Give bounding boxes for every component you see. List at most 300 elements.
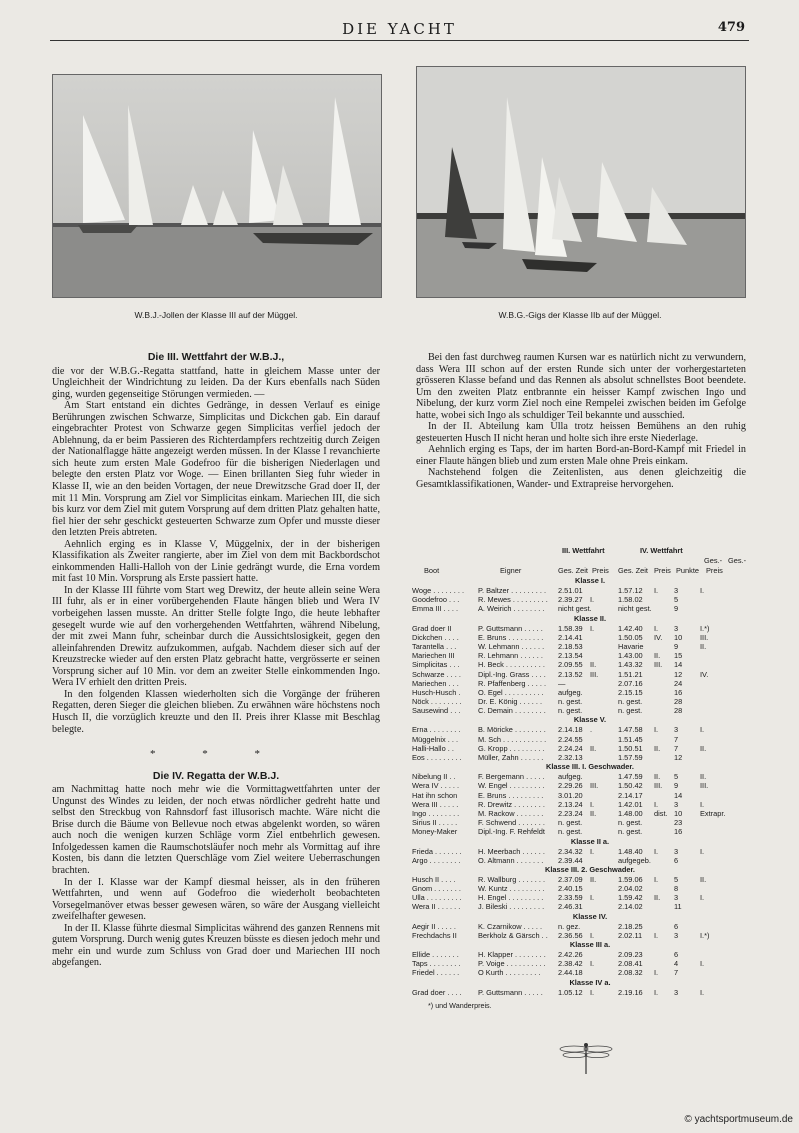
table-cell: I.*) — [700, 623, 710, 633]
table-cell: 1.05.12 — [558, 987, 583, 997]
table-header-races — [412, 546, 768, 556]
table-cell: Nibelung II . . — [412, 772, 456, 782]
paragraph: Am Start entstand ein dichtes Gedränge, in dessen Verlauf es einige Berührungen zwischen Schwarze, Simplicitas und Dickchen gab. Ein darauf eingebrachter Protest von Schwarze gegen Simplicitas verfiel jedoch der Ablehnung, da er beim Passieren des Richterdampfers rechtzeitig durch Zeigen der Nationalflagge hätte angezeigt werden müssen. In der Klasse I revanchierte sich heute zum ersten Male Godefroo für die bisherigen Niederlagen und belegte den ersten Platz vor Woge. — Einen brillanten Sieg fuhr wieder in Klasse II, wie an den beiden Vortagen, der neue Drewitzsche Grad doer II, der mit 11 Min. Vorsprung am Ziel vor Simplicitas einkam. Mariechen III, die sich bis kurz vor dem Ziel mit gutem Vorsprung auf dem dritten Platz gehalten hatte, fiel hier der sehr geschickt gesteuerten Schwarze zum Opfer und musste dieser den letzten Preis abtreten. — [52, 400, 380, 539]
table-cell: n. gest. — [618, 706, 643, 716]
header-ges-2: Ges.- — [728, 556, 747, 565]
photo-gigs — [416, 66, 746, 298]
table-cell: Nöck . . . . . . . . — [412, 697, 462, 707]
table-cell: II. — [654, 772, 661, 782]
table-cell: Mariechen . . . — [412, 678, 459, 688]
table-cell: 2.39.44 — [558, 855, 583, 865]
table-row — [412, 586, 768, 595]
left-column — [52, 352, 380, 969]
table-row — [412, 735, 768, 744]
table-cell: 2.23.24 — [558, 808, 583, 818]
table-cell: I.*) — [700, 930, 710, 940]
table-cell: Schwarze . . . . — [412, 669, 461, 679]
table-row — [412, 688, 768, 697]
table-cell: Ellide . . . . . . . — [412, 950, 459, 959]
table-cell: F. Schwend . . . . . . . — [478, 818, 545, 828]
table-cell: I. — [700, 959, 705, 969]
table-cell: n. gest. — [558, 818, 583, 828]
table-cell: 2.07.16 — [618, 678, 643, 688]
table-cell: 2.39.27 — [558, 595, 583, 605]
table-cell: nicht gest. — [618, 604, 652, 614]
class-label: Klasse III. 2. Geschwader. — [545, 864, 635, 874]
table-cell: II. — [590, 808, 597, 818]
table-cell: I. — [700, 799, 705, 809]
table-cell: 2.15.15 — [618, 687, 643, 697]
table-cell: R. Pfaffenberg . . . . . — [478, 678, 547, 688]
table-cell: I. — [590, 846, 595, 856]
table-cell: 2.42.26 — [558, 950, 583, 959]
table-cell: 1.58.02 — [618, 595, 643, 605]
table-cell: II. — [590, 660, 597, 670]
table-cell: Müggelnix . . . — [412, 734, 459, 744]
dragonfly-ornament-icon — [556, 1040, 616, 1076]
table-cell: I. — [654, 987, 659, 997]
table-cell: 2.18.25 — [618, 921, 643, 931]
table-cell: I. — [700, 846, 705, 856]
table-cell: W. Lehmann . . . . . . — [478, 641, 545, 651]
table-cell: Tarantella . . . — [412, 641, 457, 651]
table-cell: 2.37.09 — [558, 874, 583, 884]
section-divider-stars: * * * — [150, 748, 282, 761]
table-cell: I. — [590, 623, 595, 633]
table-cell: n. gest. — [558, 827, 583, 837]
table-cell: 2.13.52 — [558, 669, 583, 679]
table-cell: II. — [654, 743, 661, 753]
table-cell: 16 — [674, 827, 683, 837]
magazine-title: DIE YACHT — [342, 20, 457, 38]
table-row — [412, 809, 768, 818]
table-cell: III. — [700, 781, 709, 791]
section-heading-iii-wettfahrt: Die III. Wettfahrt der W.B.J., — [147, 351, 285, 363]
table-cell: 7 — [674, 743, 679, 753]
table-cell: 1.50.42 — [618, 781, 643, 791]
table-cell: III. — [654, 660, 663, 670]
table-cell: aufgegeb. — [618, 855, 651, 865]
table-cell: 16 — [674, 687, 683, 697]
table-cell: E. Bruns . . . . . . . . . — [478, 790, 544, 800]
table-cell: Gnom . . . . . . . — [412, 884, 461, 894]
table-cell: P. Guttsmann . . . . . — [478, 987, 543, 997]
photo-caption-1: W.B.J.-Jollen der Klasse III auf der Müggel. — [134, 310, 298, 320]
table-row — [412, 968, 768, 977]
table-cell: 2.34.32 — [558, 846, 583, 856]
table-cell: P. Guttsmann . . . . . — [478, 623, 543, 633]
table-row — [412, 651, 768, 660]
table-cell: 2.14.17 — [618, 790, 643, 800]
table-cell: 2.24.55 — [558, 734, 583, 744]
table-cell: 3 — [674, 930, 679, 940]
table-row — [412, 781, 768, 790]
table-cell: 3 — [674, 987, 679, 997]
table-cell: P. Voige . . . . . . . . . . — [478, 959, 546, 969]
table-cell: — — [558, 678, 566, 688]
table-cell: 10 — [674, 632, 683, 642]
table-cell: n. gez. — [558, 921, 581, 931]
table-header-ges — [412, 556, 768, 566]
paragraph: In der II. Abteilung kam Ulla trotz heissen Bemühens an den ruhig gesteuerten Husch II nicht heran und holte sich ihre erste Niederlage. — [416, 421, 746, 444]
table-cell: 3.01.20 — [558, 790, 583, 800]
table-cell: Eos . . . . . . . . . — [412, 753, 462, 762]
table-cell: 2.44.18 — [558, 968, 583, 978]
table-cell: O. Altmann . . . . . . . — [478, 855, 544, 865]
table-cell: 6 — [674, 855, 679, 865]
table-cell: 3 — [674, 586, 679, 595]
table-cell: 5 — [674, 772, 679, 782]
table-cell: 28 — [674, 706, 683, 716]
table-row — [412, 893, 768, 902]
table-cell: M. Sch . . . . . . . . . . . — [478, 734, 547, 744]
table-cell: Wera II . . . . . . — [412, 902, 461, 912]
table-cell: 2.29.26 — [558, 781, 583, 791]
table-row — [412, 791, 768, 800]
table-cell: III. — [590, 781, 599, 791]
table-cell: 2.08.32 — [618, 968, 643, 978]
results-table — [412, 546, 768, 1010]
table-cell: 1.57.12 — [618, 586, 643, 595]
table-cell: Argo . . . . . . . . — [412, 855, 461, 865]
table-row — [412, 902, 768, 911]
table-row — [412, 725, 768, 734]
class-label: Klasse I. — [575, 576, 605, 585]
table-cell: Goodefroo . . . — [412, 595, 460, 605]
table-cell: 1.48.40 — [618, 846, 643, 856]
table-cell: R. Drewitz . . . . . . . . — [478, 799, 545, 809]
table-cell: 1.48.00 — [618, 808, 643, 818]
table-row — [412, 604, 768, 613]
table-cell: G. Kropp . . . . . . . . . — [478, 743, 545, 753]
table-cell: 2.02.11 — [618, 930, 643, 940]
table-cell: Aegir II . . . . . — [412, 921, 456, 931]
table-cell: 1.51.45 — [618, 734, 643, 744]
class-label: Klasse II a. — [570, 836, 610, 846]
table-row — [412, 922, 768, 931]
table-cell: 2.40.15 — [558, 884, 583, 894]
table-row — [412, 847, 768, 856]
table-cell: Frechdachs II — [412, 930, 457, 940]
table-cell: Woge . . . . . . . . — [412, 586, 465, 595]
table-cell: 12 — [674, 753, 683, 762]
table-cell: Ingo . . . . . . . . — [412, 808, 460, 818]
table-cell: Dipl.-Ing. Grass . . . . — [478, 669, 546, 679]
table-header-columns — [412, 566, 768, 576]
photo-jollen — [52, 74, 382, 298]
table-cell: I. — [654, 846, 659, 856]
table-cell: III. — [700, 632, 709, 642]
table-row — [412, 772, 768, 781]
table-cell: II. — [700, 641, 707, 651]
table-cell: 1.59.06 — [618, 874, 643, 884]
table-cell: II. — [654, 651, 661, 661]
paragraph: Bei den fast durchweg raumen Kursen war es natürlich nicht zu verwundern, dass Wera III schon auf der ersten Runde sich unter der vorhergestarteten grösseren Klasse befand und das Rennen als absolut schnellstes Boot beendete. Um den zweiten Platz entbrannte ein heisser Kampf zwischen Ingo und Nibelung, der kurz vorm Ziel noch eine Rempelei zwischen beiden im Gefolge hatte, wobei sich Ingo als schuldiger Teil bekannte und ausschied. — [416, 352, 746, 421]
table-cell: Grad doer II — [412, 623, 452, 633]
section-heading-iv-regatta: Die IV. Regatta der W.B.J. — [152, 769, 280, 782]
table-cell: I. — [590, 799, 595, 809]
class-label: Klasse V. — [573, 715, 607, 725]
table-cell: 2.14.41 — [558, 632, 583, 642]
table-cell: Dickchen . . . . — [412, 632, 459, 642]
table-cell: I. — [654, 968, 659, 978]
table-cell: Wera IV . . . . . — [412, 781, 460, 791]
table-cell: 2.46.31 — [558, 902, 583, 912]
table-cell: 2.24.24 — [558, 743, 583, 753]
table-footnote: *) und Wanderpreis. — [428, 1000, 492, 1010]
table-cell: F. Bergemann . . . . . — [478, 772, 545, 782]
table-cell: 2.08.41 — [618, 959, 643, 969]
table-cell: Frieda . . . . . . . — [412, 846, 462, 856]
table-cell: B. Möricke . . . . . . . . — [478, 725, 546, 735]
table-cell: II. — [654, 893, 661, 903]
table-cell: H. Klapper . . . . . . . . — [478, 950, 546, 959]
table-row — [412, 744, 768, 753]
table-cell: 2.19.16 — [618, 987, 643, 997]
col-preis-3: Preis — [706, 566, 723, 575]
table-cell: II. — [700, 772, 707, 782]
table-cell: Extrapr. — [700, 808, 726, 818]
table-cell: Sirius II . . . . . — [412, 818, 458, 828]
table-cell: 14 — [674, 790, 683, 800]
table-cell: aufgeg. — [558, 687, 583, 697]
paragraph: Aehnlich erging es Taps, der im harten Bord-an-Bord-Kampf mit Friedel in einer Flaute hängen blieb und zum ersten Male ohne Preis einkam. — [416, 444, 746, 467]
table-cell: 1.47.58 — [618, 725, 643, 735]
table-cell: 2.09.55 — [558, 660, 583, 670]
table-cell: 24 — [674, 678, 683, 688]
table-cell: O Kurth . . . . . . . . . — [478, 968, 541, 978]
page-number: 479 — [717, 20, 745, 35]
table-cell: 3 — [674, 725, 679, 735]
table-row — [412, 642, 768, 651]
table-cell: 2.38.42 — [558, 959, 583, 969]
table-cell: 1.57.59 — [618, 753, 643, 762]
table-cell: 9 — [674, 781, 679, 791]
table-cell: 14 — [674, 660, 683, 670]
table-cell: IV. — [700, 669, 709, 679]
table-cell: Dr. E. König . . . . . . — [478, 697, 543, 707]
table-row — [412, 624, 768, 633]
table-cell: J. Bileski . . . . . . . . . — [478, 902, 545, 912]
table-row — [412, 884, 768, 893]
table-row — [412, 950, 768, 959]
table-cell: C. Demain . . . . . . . . — [478, 706, 546, 716]
table-cell: W. Kuntz . . . . . . . . . — [478, 884, 545, 894]
table-cell: 2.14.18 — [558, 725, 583, 735]
table-cell: 2.13.54 — [558, 651, 583, 661]
table-cell: M. Rackow . . . . . . . — [478, 808, 544, 818]
table-cell: I. — [654, 725, 659, 735]
table-cell: A. Weirich . . . . . . . . — [478, 604, 545, 614]
table-cell: I. — [590, 959, 595, 969]
table-cell: I. — [700, 725, 705, 735]
class-label: Klasse IV. — [572, 911, 608, 921]
col-eigner: Eigner — [500, 566, 522, 575]
table-cell: 9 — [674, 604, 679, 614]
table-cell: Wera III . . . . . — [412, 799, 459, 809]
table-cell: 15 — [674, 651, 683, 661]
table-row — [412, 660, 768, 669]
table-cell: 1.43.00 — [618, 651, 643, 661]
table-cell: aufgeg. — [558, 772, 583, 782]
table-cell: IV. — [654, 632, 663, 642]
class-label: Klasse IV a. — [569, 977, 611, 987]
class-label: Klasse III. I. Geschwader. — [546, 762, 634, 772]
col-preis-2: Preis — [654, 566, 671, 575]
table-row — [412, 931, 768, 940]
table-cell: 3 — [674, 893, 679, 903]
table-cell: Friedel . . . . . . — [412, 968, 460, 978]
table-cell: III. — [590, 669, 599, 679]
table-cell: 12 — [674, 669, 683, 679]
table-cell: I. — [590, 987, 595, 997]
header-iv-wettfahrt: IV. Wettfahrt — [640, 546, 683, 555]
table-cell: I. — [654, 586, 659, 595]
table-cell: 1.43.32 — [618, 660, 643, 670]
table-cell: 1.59.42 — [618, 893, 643, 903]
table-row — [412, 753, 768, 762]
paragraph: In der II. Klasse führte diesmal Simplicitas während des ganzen Rennens mit gutem Vorsprung. Durch wenig gutes Kreuzen büsste es diesen jedoch mehr und mehr ein und wurde zum Schluss von Grad doer und Mariechen III noch abgefangen. — [52, 922, 380, 969]
table-cell: I. — [590, 930, 595, 940]
table-row — [412, 679, 768, 688]
header-rule — [50, 40, 749, 41]
table-cell: II. — [700, 743, 707, 753]
table-cell: 2.13.24 — [558, 799, 583, 809]
table-row — [412, 959, 768, 968]
table-cell: 1.50.05 — [618, 632, 643, 642]
table-cell: H. Beck . . . . . . . . . . — [478, 660, 545, 670]
table-cell: Husch II . . . . — [412, 874, 456, 884]
table-cell: 2.32.13 — [558, 753, 583, 762]
table-row — [412, 875, 768, 884]
table-cell: Grad doer . . . . — [412, 987, 462, 997]
col-preis-1: Preis — [592, 566, 609, 575]
paragraph: Nachstehend folgen die Zeitenlisten, aus denen gleichzeitig die Gesamtklassifikationen, Wander- und Extrapreise hervorgehen. — [416, 467, 746, 491]
table-cell: Sausewind . . . — [412, 706, 461, 716]
table-cell: Emma III . . . . — [412, 604, 458, 614]
table-cell: Mariechen III — [412, 651, 455, 661]
paragraph: die vor der W.B.G.-Regatta stattfand, hatte in gleichem Masse unter der Ungleichheit der Windrichtung zu leiden. Da der Kurs ebenfalls nach Süden ging, wurden gegenseitige Störungen vermieden. — — [52, 365, 380, 400]
table-cell: I. — [590, 893, 595, 903]
table-cell: II. — [590, 743, 597, 753]
table-cell: E. Bruns . . . . . . . . . — [478, 632, 544, 642]
table-cell: 1.50.51 — [618, 743, 643, 753]
table-cell: Taps . . . . . . . . — [412, 959, 461, 969]
table-cell: 1.51.21 — [618, 669, 643, 679]
table-cell: . — [590, 725, 593, 735]
watermark: © yachtsportmuseum.de — [684, 1114, 793, 1125]
table-cell: 1.42.01 — [618, 799, 643, 809]
class-label: Klasse II. — [573, 613, 607, 623]
table-cell: 1.58.39 — [558, 623, 583, 633]
table-cell: II. — [590, 874, 597, 884]
table-cell: 3 — [674, 623, 679, 633]
paragraph: In der I. Klasse war der Kampf diesmal heisser, als in den früheren Wettfahrten, und wenn auf Godefroo die wiederholt beobachteten Vorsegelmanöver etwas besser gewesen wären, so wäre der Ausgang vielleicht zweifelhafter gewesen. — [52, 876, 380, 923]
table-cell: 1.47.59 — [618, 772, 643, 782]
table-cell: Dipl.-Ing. F. Rehfeldt — [478, 827, 545, 837]
table-cell: n. gest. — [618, 818, 643, 828]
sailboats-photo-2 — [417, 67, 745, 297]
table-cell: Halli-Hallo . . — [412, 743, 454, 753]
table-cell: 3 — [674, 799, 679, 809]
table-cell: O. Egel . . . . . . . . . . — [478, 687, 544, 697]
table-cell: I. — [590, 595, 595, 605]
table-cell: R. Wallburg . . . . . . . — [478, 874, 546, 884]
table-cell: n. gest. — [618, 697, 643, 707]
table-cell: Berkholz & Gärsch . . — [478, 930, 548, 940]
table-cell: 2.33.59 — [558, 893, 583, 903]
table-cell: 2.14.02 — [618, 902, 643, 912]
table-cell: Simplicitas . . . — [412, 660, 460, 670]
table-cell: nicht gest. — [558, 604, 592, 614]
table-cell: 1.42.40 — [618, 623, 643, 633]
table-cell: I. — [654, 930, 659, 940]
paragraph: In den folgenden Klassen wiederholten sich die Vorgänge der früheren Regatten, deren Sieger die gleichen blieben. Zu erwähnen wäre höchstens noch Husch II, die vorzüglich kreuzte und den II. Preis ihrer Klasse mit Beschlag belegte. — [52, 688, 380, 735]
col-zeit-2: Ges. Zeit — [618, 566, 648, 575]
col-punkte: Punkte — [676, 566, 700, 575]
table-cell: W. Engel . . . . . . . . . — [478, 781, 545, 791]
table-row — [412, 670, 768, 679]
table-row — [412, 818, 768, 827]
col-zeit-1: Ges. Zeit — [558, 566, 588, 575]
table-row — [412, 633, 768, 642]
right-column — [416, 352, 746, 491]
col-boot: Boot — [424, 566, 440, 575]
table-cell: 5 — [674, 595, 679, 605]
table-row — [412, 595, 768, 604]
table-cell: 9 — [674, 641, 679, 651]
table-cell: n. gest. — [618, 827, 643, 837]
table-cell: n. gest. — [558, 706, 583, 716]
table-cell: R. Lehmann . . . . . . — [478, 651, 543, 661]
table-cell: 7 — [674, 734, 679, 744]
table-row — [412, 706, 768, 715]
table-row — [412, 697, 768, 706]
table-cell: 5 — [674, 874, 679, 884]
table-row — [412, 988, 768, 997]
table-cell: 2.09.23 — [618, 950, 643, 959]
table-cell: III. — [654, 781, 663, 791]
table-cell: 23 — [674, 818, 683, 828]
table-cell: dist. — [654, 808, 668, 818]
table-cell: H. Meerbach . . . . . . — [478, 846, 545, 856]
header-ges-1: Ges.- — [704, 556, 723, 565]
table-cell: Hat ihn schon — [412, 790, 458, 800]
table-cell: Müller, Zahn . . . . . . — [478, 753, 544, 762]
table-row — [412, 800, 768, 809]
table-cell: n. gest. — [558, 697, 583, 707]
paragraph: In der Klasse III führte vom Start weg Drewitz, der heute allein seine Wera III fuhr, als er in einer vorübergehenden Flaute hängen blieb und Wera IV vorbeigehen lassen musste. An dritter Stelle folgte Ingo, die heute lebhafter gesegelt wurde wie auf den vorhergehenden Wettfahrten, während Nibelung, der mit zwei Mann fuhr, scheinbar durch die Aussichtslosigkeit, gegen den alleinfahrenden Drewitz aufzukommen, aufgab. Nachdem dieser sich auf der Kreuzstrecke wieder auf den ersten Platz gebracht hatte, vergrösserte er seinen Vorsprung sicher auf 10 Min. vor dem an zweiter Stelle einkommenden Ingo. Wera IV erhielt den dritten Preis. — [52, 584, 380, 689]
table-cell: 28 — [674, 697, 683, 707]
table-cell: Ulla . . . . . . . . . — [412, 893, 462, 903]
table-cell: I. — [654, 799, 659, 809]
sailboats-photo-1 — [53, 75, 381, 297]
table-cell: 3 — [674, 846, 679, 856]
table-cell: I. — [700, 893, 705, 903]
paragraph: am Nachmittag hatte noch mehr wie die Vormittagwettfahrten unter der Ungunst des Windes zu leiden, der noch etwas nördlicher gedreht hatte und selbst den Streckbug von Rahnsdorf fast illusorisch machte. Wäre nicht die Brise durch die Bäume von Bellevue noch etwas abgelenkt worden, so wären auch noch die wenigen kurzen Schläge vorm Ziel entbehrlich gewesen. Infolgedessen kamen die Raumschotsläufer noch mehr als Vormittag auf ihre Kosten, bis dann die letzten Querschläge vom Ziel weitere Ueberraschungen brachten. — [52, 784, 380, 876]
table-cell: I. — [700, 586, 705, 595]
table-cell: 6 — [674, 921, 679, 931]
table-row — [412, 827, 768, 836]
page-header — [0, 18, 799, 40]
table-cell: 2.51.01 — [558, 586, 583, 595]
table-cell: Havarie — [618, 641, 644, 651]
class-label: Klasse III a. — [569, 940, 611, 949]
photo-caption-2: W.B.G.-Gigs der Klasse IIb auf der Müggel. — [498, 310, 662, 320]
table-cell: 7 — [674, 968, 679, 978]
table-cell: Money-Maker — [412, 827, 458, 837]
table-cell: P. Baltzer . . . . . . . . . — [478, 586, 547, 595]
